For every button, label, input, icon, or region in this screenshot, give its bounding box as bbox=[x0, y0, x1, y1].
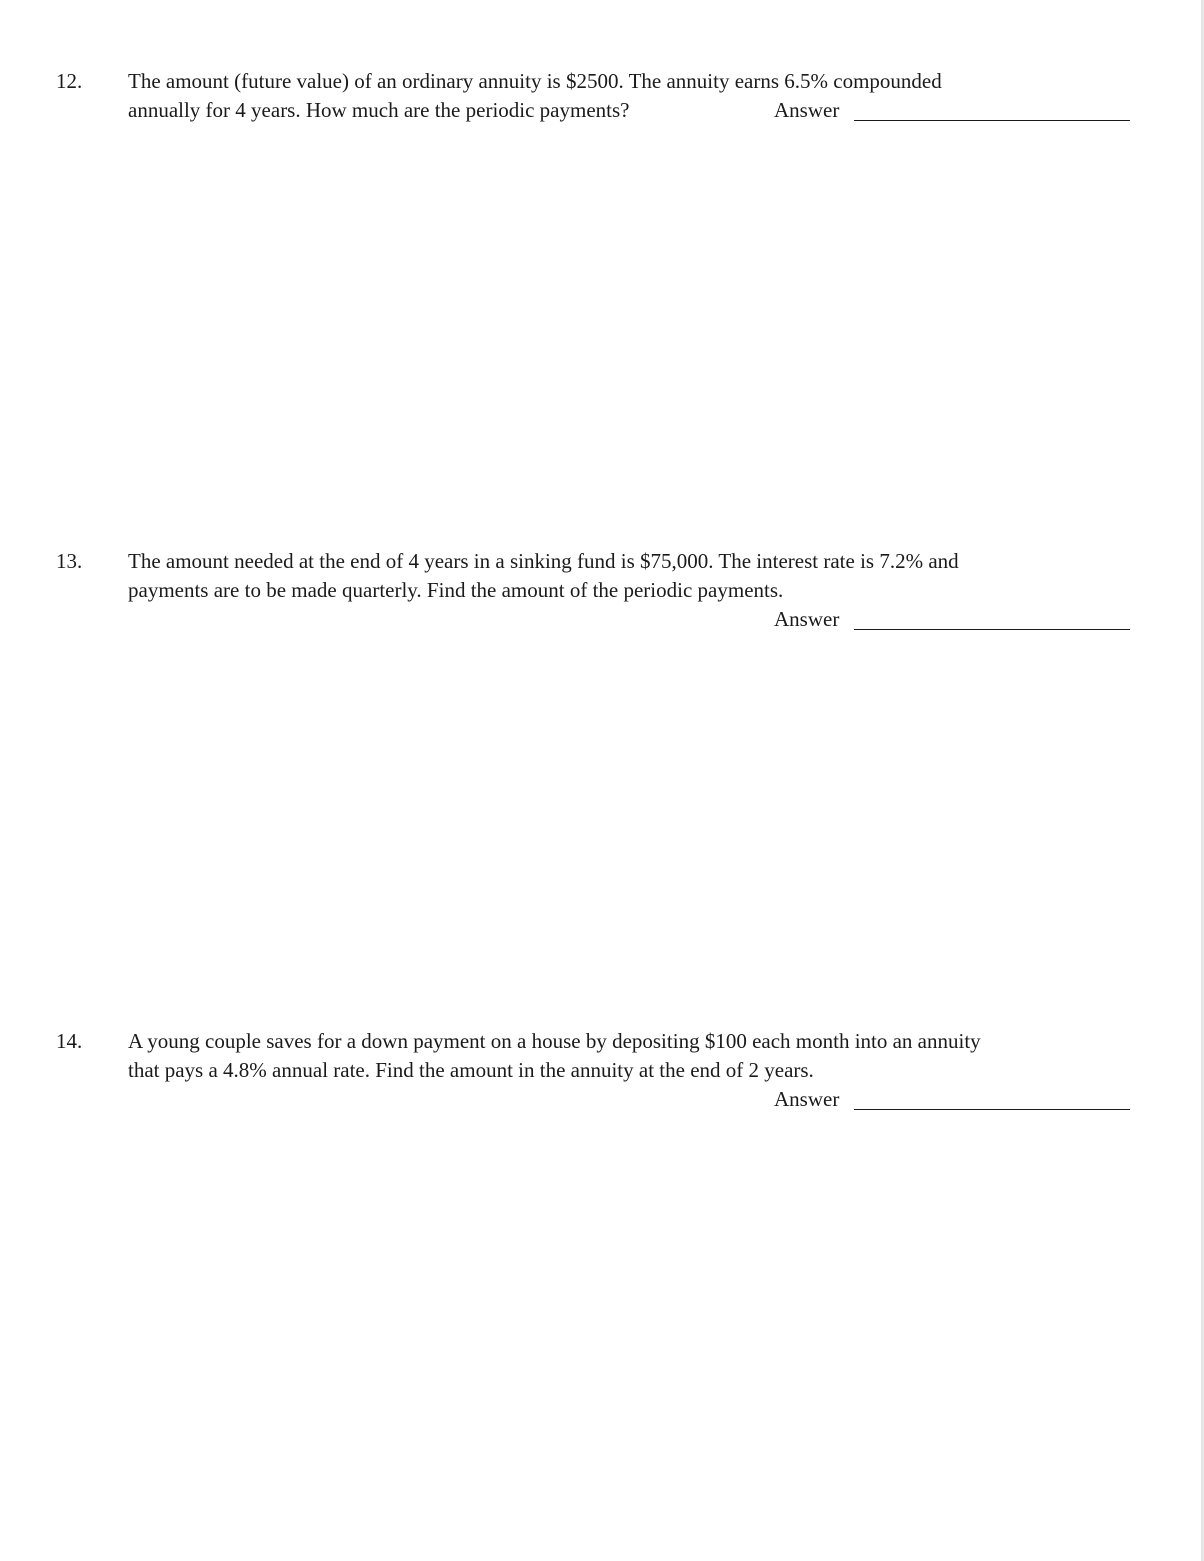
answer-label: Answer bbox=[774, 98, 840, 122]
answer-blank-line[interactable] bbox=[854, 120, 1130, 121]
problem-line: The amount needed at the end of 4 years in a sinking fund is $75,000. The interest rate is 7.2% and bbox=[128, 549, 959, 573]
answer-field[interactable] bbox=[774, 605, 839, 634]
answer-label: Answer bbox=[774, 1087, 840, 1111]
problem-number: 13. bbox=[56, 549, 83, 573]
answer-field[interactable] bbox=[774, 1085, 839, 1114]
problem-number: 12. bbox=[56, 69, 83, 93]
problem-text bbox=[128, 67, 1128, 125]
answer-blank-line[interactable] bbox=[854, 629, 1130, 630]
problem-text bbox=[128, 1027, 1128, 1085]
problem-line: that pays a 4.8% annual rate. Find the amount in the annuity at the end of 2 years. bbox=[128, 1058, 814, 1082]
problem-line: A young couple saves for a down payment on a house by depositing $100 each month into an annuity bbox=[128, 1029, 981, 1053]
problem-line: The amount (future value) of an ordinary annuity is $2500. The annuity earns 6.5% compounded bbox=[128, 69, 942, 93]
problem-text bbox=[128, 547, 1128, 605]
problem-line: payments are to be made quarterly. Find the amount of the periodic payments. bbox=[128, 578, 784, 602]
problem-number: 14. bbox=[56, 1029, 83, 1053]
answer-blank-line[interactable] bbox=[854, 1109, 1130, 1110]
problem-line: annually for 4 years. How much are the periodic payments? bbox=[128, 98, 630, 122]
answer-field[interactable] bbox=[774, 96, 839, 125]
answer-label: Answer bbox=[774, 607, 840, 631]
